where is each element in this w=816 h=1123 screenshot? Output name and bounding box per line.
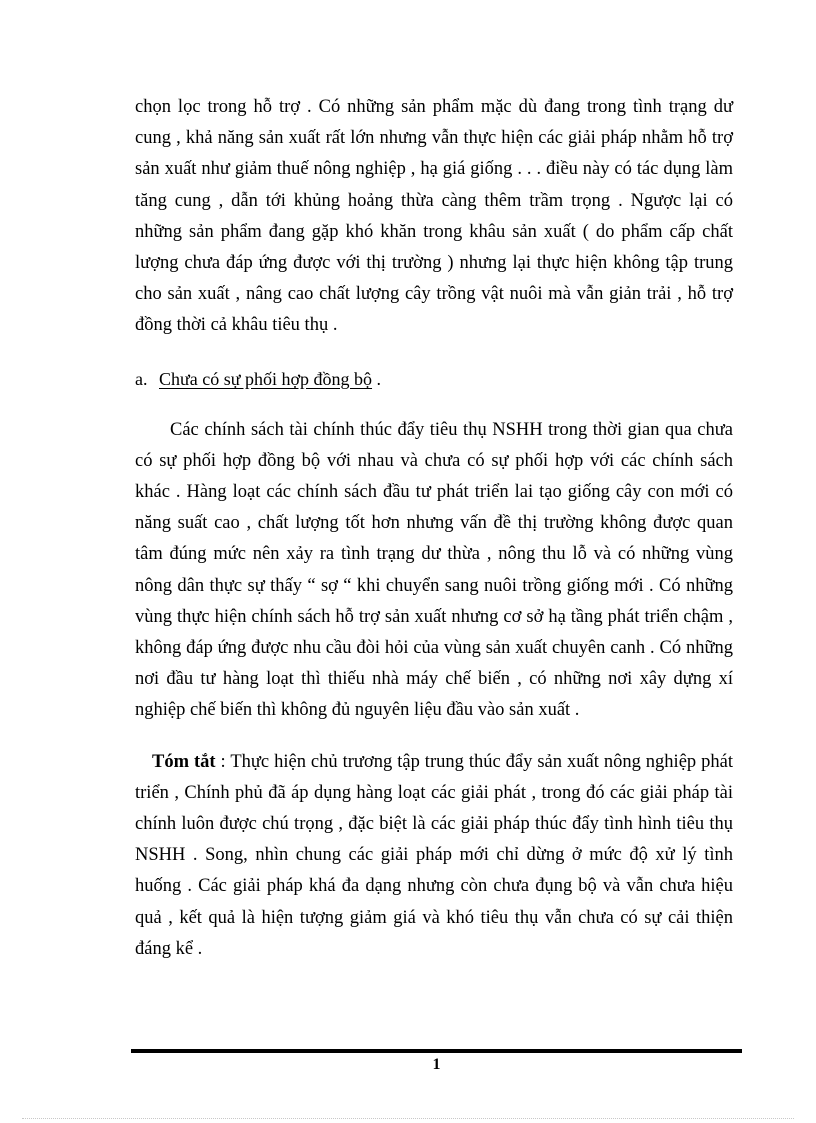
- body-paragraph: chọn lọc trong hỗ trợ . Có những sản phẩm mặc dù đang trong tình trạng dư cung , khả năng sản xuất rất lớn nhưng vẫn thực hiện các giải pháp nhằm hỗ trợ sản xuất như giảm thuế nông nghiệp , hạ giá giống . . . điều này có tác dụng làm tăng cung , dẫn tới khủng hoảng thừa càng thêm trầm trọng . Ngược lại có những sản phẩm đang gặp khó khăn trong khâu sản xuất ( do phẩm cấp chất lượng chưa đáp ứng được với thị trường ) nhưng lại thực hiện không tập trung cho sản xuất , nâng cao chất lượng cây trồng vật nuôi mà vẫn giản trải , hỗ trợ đồng thời cả khâu tiêu thụ .: [135, 97, 733, 336]
- page-number: 1: [432, 1056, 441, 1073]
- body-paragraph: Các chính sách tài chính thúc đẩy tiêu thụ NSHH trong thời gian qua chưa có sự phối hợp đồng bộ với nhau và chưa có sự phối hợp với các chính sách khác . Hàng loạt các chính sách đầu tư phát triển lai tạo giống cây con mới có năng suất cao , chất lượng tốt hơn nhưng vấn đề thị trường không được quan tâm đúng mức nên xảy ra tình trạng dư thừa , nông thu lỗ và có những vùng nông dân thực sự thấy “ sợ “ khi chuyển sang nuôi trồng giống mới . Có những vùng thực hiện chính sách hỗ trợ sản xuất nhưng cơ sở hạ tầng phát triển chậm , không đáp ứng được nhu cầu đòi hỏi của vùng sản xuất chuyên canh . Có những nơi đầu tư hàng loạt thì thiếu nhà máy chế biến , có những nơi xây dựng xí nghiệp chế biến thì không đủ nguyên liệu đầu vào sản xuất .: [135, 419, 733, 721]
- section-heading: [135, 364, 733, 395]
- footer-divider: [131, 1049, 742, 1053]
- summary-label: Tóm tắt: [152, 751, 216, 772]
- section-heading-end: .: [372, 368, 382, 389]
- summary-paragraph: [135, 747, 733, 965]
- document-body: [135, 92, 733, 965]
- summary-text: : Thực hiện chủ trương tập trung thúc đẩy sản xuất nông nghiệp phát triển , Chính phủ đã áp dụng hàng loạt các giải phát , trong đó các giải pháp tài chính luôn được chú trọng , đặc biệt là các giải pháp thúc đẩy tình hình tiêu thụ NSHH . Song, nhìn chung các giải pháp mới chỉ dừng ở mức độ xử lý tình huống . Các giải pháp khá đa dạng nhưng còn chưa đụng bộ và vẫn chưa hiệu quả , kết quả là hiện tượng giảm giá và khó tiêu thụ vẫn chưa có sự cải thiện đáng kể .: [135, 751, 733, 959]
- page-boundary-line: [22, 1118, 794, 1119]
- section-marker: a.: [135, 368, 148, 389]
- section-heading-text: Chưa có sự phối hợp đồng bộ: [159, 368, 373, 389]
